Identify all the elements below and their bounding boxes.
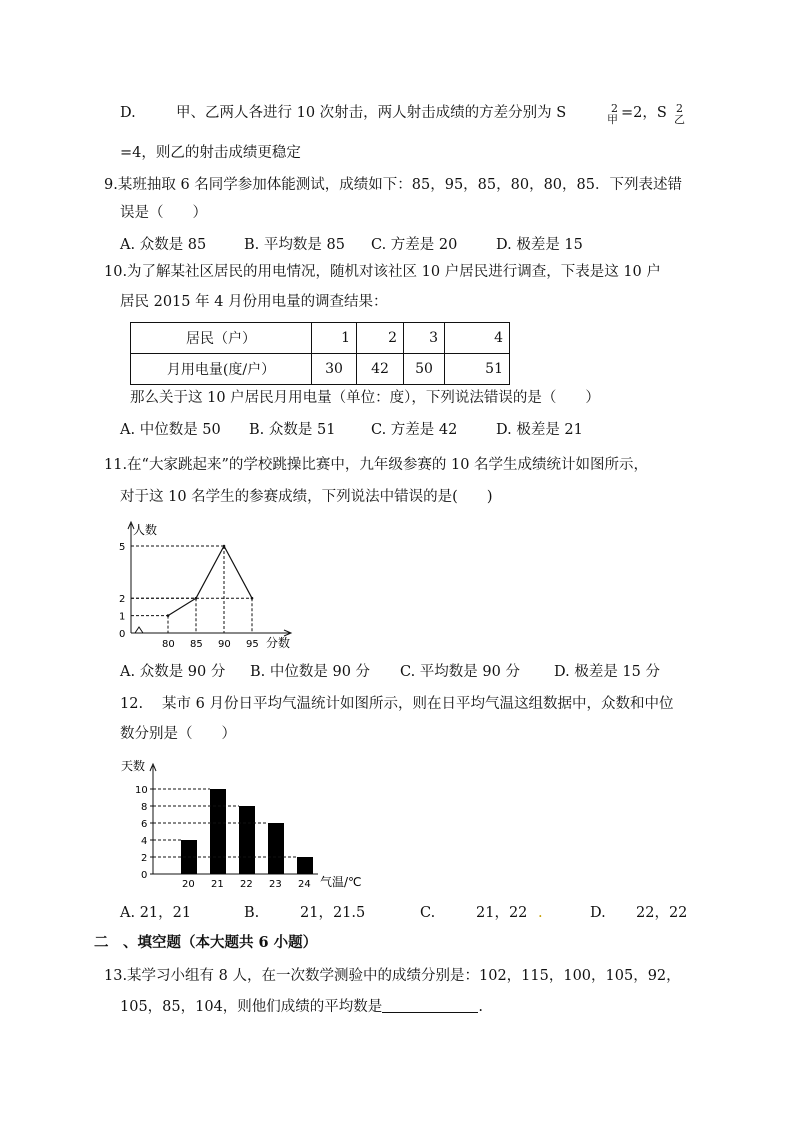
bar [268,823,284,874]
q11-stem-line2: 对于这 10 名学生的参赛成绩，下列说法中错误的是( ) [120,489,493,505]
q8-mid-text: =2，S [621,105,667,121]
section-title: 二 、填空题（本大题共 6 小题） [94,934,318,951]
s-yi-sup: 2 [676,102,683,115]
table-cell: 50 [404,354,445,385]
q13-line2-text: 105，85，104，则他们成绩的平均数是 [120,999,383,1015]
x-tick-label: 23 [269,879,282,890]
axis-break [135,627,143,633]
table-row [131,323,510,354]
q8-option-d-line1: 甲、乙两人各进行 10 次射击，两人射击成绩的方差分别为 S [176,105,567,121]
s-yi-sub: 乙 [674,113,685,126]
q13-stem-line2 [120,997,483,1017]
data-point [251,597,254,600]
answer-blank[interactable] [382,998,478,1013]
origin-tick-label: 0 [119,629,126,640]
q11-option-d: D. 极差是 15 分 [554,664,660,680]
bar [297,857,313,874]
x-tick-label: 85 [190,639,203,650]
q12-option-d-label: D. [590,905,606,921]
q13-end: . [478,999,483,1015]
table-cell: 3 [404,323,445,354]
temperature-bar-chart [118,758,378,888]
q9-option-a: A. 众数是 85 [120,237,207,253]
q11-option-a: A. 众数是 90 分 [120,664,226,680]
table-cell: 4 [445,323,510,354]
q12-option-c-value: 21，22 [476,905,528,921]
q11-option-c: C. 平均数是 90 分 [400,664,520,680]
q9-stem-line2: 误是（ ） [120,205,207,221]
q12-option-d-value: 22，22 [636,905,688,921]
table-cell: 1 [312,323,357,354]
table-header-usage: 月用电量(度/户） [131,354,312,385]
q12-stem-line1: 某市 6 月份日平均气温统计如图所示，则在日平均气温这组数据中，众数和中位 [162,696,674,712]
y-tick-label: 2 [141,853,148,864]
q8-option-d-label: D. [120,105,136,121]
y-tick-label: 8 [141,802,148,813]
x-tick-label: 95 [246,639,259,650]
y-tick-label: 1 [119,611,126,623]
data-point [223,545,226,548]
table-header-households: 居民（户） [131,323,312,354]
x-tick-label: 21 [211,879,224,890]
x-tick-label: 22 [240,879,253,890]
table-cell: 30 [312,354,357,385]
q10-option-c: C. 方差是 42 [371,422,458,438]
q11-option-b: B. 中位数是 90 分 [250,664,371,680]
data-point [195,597,198,600]
q12-option-b-label: B. [244,905,260,921]
x-tick-label: 90 [218,639,231,650]
q10-stem-line2: 居民 2015 年 4 月份用电量的调查结果： [120,294,388,310]
y-tick-label: 0 [141,870,148,881]
bar [239,806,255,874]
x-tick-label: 80 [162,639,175,650]
q10-stem-line3: 那么关于这 10 户居民月用电量（单位：度），下列说法错误的是（ ） [130,390,600,406]
q12-number: 12. [120,696,144,712]
q9-option-b: B. 平均数是 85 [244,237,345,253]
y-tick-label: 6 [141,819,148,830]
y-tick-label: 10 [135,785,148,796]
y-axis-label: 人数 [133,523,158,537]
x-axis-label: 气温/℃ [320,875,362,889]
table-cell: 2 [357,323,404,354]
usage-table [130,322,510,385]
q9-option-d: D. 极差是 15 [496,237,583,253]
s-jia-sub: 甲 [607,113,618,126]
score-line-chart [112,520,312,650]
y-tick-label: 5 [119,542,126,553]
q13-stem-line1: 13.某学习小组有 8 人，在一次数学测验中的成绩分别是：102，115，100，105，92， [104,968,681,984]
data-point [167,614,170,617]
q12-stem-line2: 数分别是（ ） [120,726,236,742]
q12-option-b-value: 21，21.5 [300,905,366,921]
table-row [131,354,510,385]
s-jia-sup: 2 [611,102,618,115]
q10-option-b: B. 众数是 51 [249,422,336,438]
bar [210,789,226,874]
q9-stem-line1: 9.某班抽取 6 名同学参加体能测试，成绩如下：85，95，85，80，80，85．下列表述错 [104,177,682,193]
q12-option-c-label: C. [420,905,436,921]
x-axis-label: 分数 [266,636,291,650]
q12-option-a: A. 21，21 [120,905,192,921]
q9-option-c: C. 方差是 20 [371,237,458,253]
score-series-line [168,546,252,616]
y-axis-label: 天数 [121,759,146,773]
table-cell: 51 [445,354,510,385]
q8-option-d-text [176,103,566,123]
q12-dot: . [538,905,543,921]
y-tick-label: 4 [141,836,148,847]
q11-stem-line1: 11.在“大家跳起来”的学校跳操比赛中，九年级参赛的 10 名学生成绩统计如图所示， [104,457,649,473]
q8-option-d-line2: =4，则乙的射击成绩更稳定 [120,145,301,161]
q10-option-d: D. 极差是 21 [496,422,583,438]
x-tick-label: 24 [298,879,311,890]
x-tick-label: 20 [182,879,195,890]
q10-option-a: A. 中位数是 50 [120,422,221,438]
q10-stem-line1: 10.为了解某社区居民的用电情况，随机对该社区 10 户居民进行调查，下表是这 10 户 [104,264,661,280]
y-tick-label: 2 [119,594,126,606]
table-cell: 42 [357,354,404,385]
